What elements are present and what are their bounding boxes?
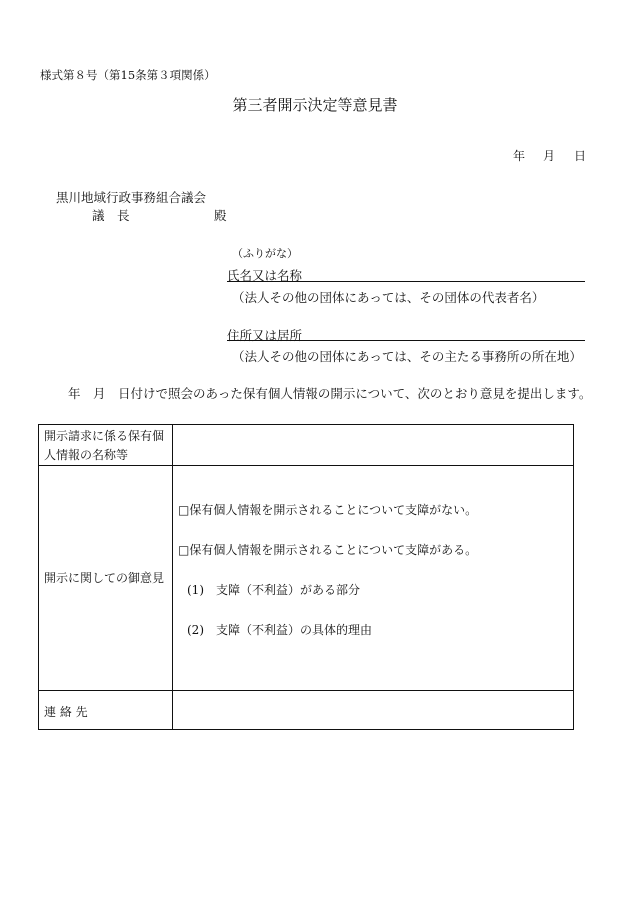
name-field-label: 氏名又は名称	[227, 268, 303, 283]
date-month-label: 月	[543, 149, 556, 163]
column-divider	[172, 425, 173, 729]
info-name-label-line2: 人情報の名称等	[44, 448, 129, 462]
statement-text: 年 月 日付けで照会のあった保有個人情報の開示について、次のとおり意見を提出します。	[68, 386, 592, 401]
address-field-label: 住所又は居所	[227, 328, 303, 343]
row-divider	[39, 465, 573, 466]
info-name-label	[44, 427, 169, 465]
addressee-role: 議 長	[92, 208, 130, 223]
page-title: 第三者開示決定等意見書	[232, 96, 398, 114]
option-problem[interactable]: □保有個人情報を開示されることについて支障がある。	[178, 543, 478, 557]
detail-item-1: (1) 支障（不利益）がある部分	[187, 583, 360, 597]
opinion-label: 開示に関しての御意見	[44, 571, 165, 585]
addressee-honorific: 殿	[214, 208, 227, 223]
contact-label: 連 絡 先	[44, 705, 88, 719]
name-field-note: （法人その他の団体にあっては、その団体の代表者名）	[232, 290, 545, 305]
address-field-line[interactable]	[227, 340, 585, 341]
name-field-line[interactable]	[227, 281, 585, 282]
form-number: 様式第８号（第15条第３項関係）	[40, 68, 216, 82]
opinion-form-table	[38, 424, 574, 730]
info-name-label-line1: 開示請求に係る保有個	[44, 429, 165, 443]
date-day-label: 日	[574, 149, 587, 163]
date-year-label: 年	[513, 149, 526, 163]
detail-item-2: (2) 支障（不利益）の具体的理由	[187, 623, 372, 637]
furigana-label: （ふりがな）	[232, 247, 298, 260]
addressee-organization: 黒川地域行政事務組合議会	[56, 190, 207, 205]
row-divider	[39, 690, 573, 691]
address-field-note: （法人その他の団体にあっては、その主たる事務所の所在地）	[232, 349, 582, 364]
option-no-problem[interactable]: □保有個人情報を開示されることについて支障がない。	[178, 503, 478, 517]
